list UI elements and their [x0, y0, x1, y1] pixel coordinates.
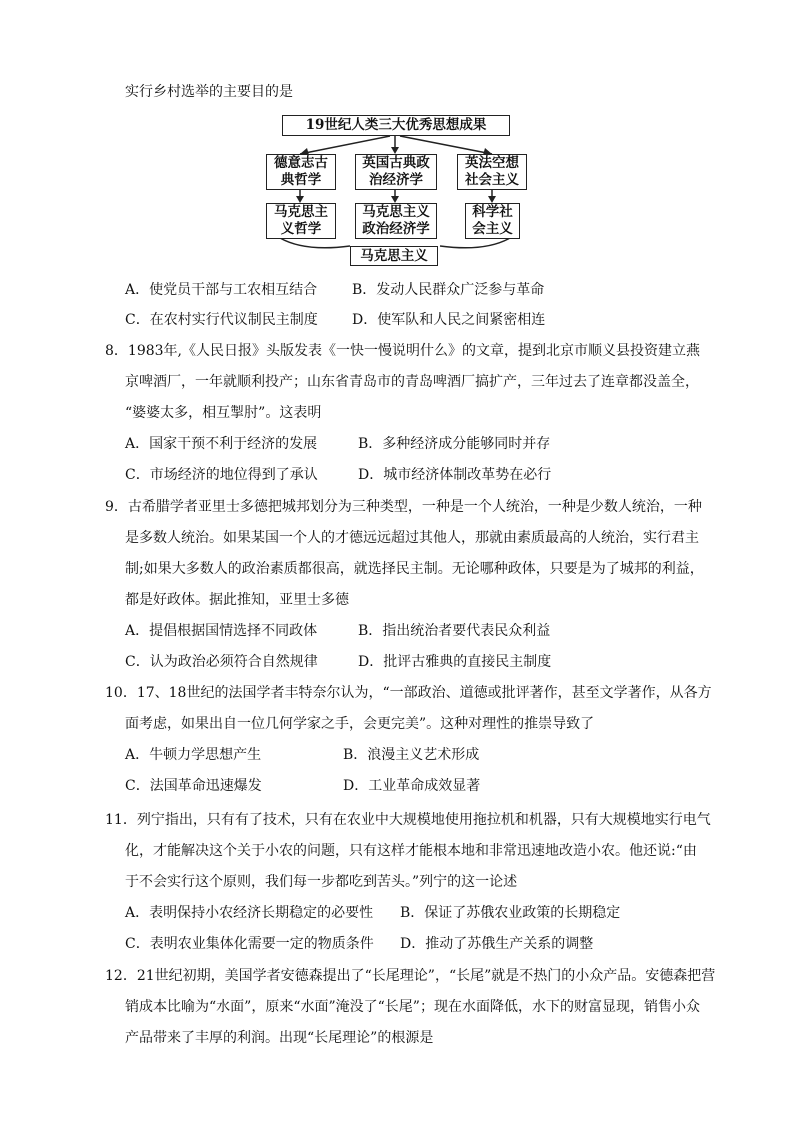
q10-line: 面考虑，如果出自一位几何学家之手，会更完美”。这种对理性的推崇导致了	[125, 716, 595, 732]
diagram-box-marxist-economics	[355, 203, 437, 239]
diagram-box-marxist-philosophy	[266, 203, 336, 239]
q11-option-c: C．表明农业集体化需要一定的物质条件	[125, 936, 374, 952]
diagram-text: 马克思主义	[362, 204, 430, 220]
q10-option-d: D．工业革命成效显著	[343, 778, 481, 794]
q10-line: 10．17、18世纪的法国学者丰特奈尔认为，“一部政治、道德或批评著作，甚至文学著作，从各方	[105, 685, 712, 701]
q11-option-d: D．推动了苏俄生产关系的调整	[400, 936, 594, 952]
q8-option-d: D．城市经济体制改革势在必行	[358, 467, 552, 483]
q7-option-a: A．使党员干部与工农相互结合	[125, 282, 318, 298]
q10-option-a: A．牛顿力学思想产生	[125, 747, 262, 763]
diagram-box-german-philosophy	[266, 154, 336, 190]
q8-option-a: A．国家干预不利于经济的发展	[125, 436, 318, 452]
diagram-text: 义哲学	[280, 221, 322, 237]
q8-option-b: B．多种经济成分能够同时并存	[358, 436, 551, 452]
q8-option-c: C．市场经济的地位得到了承认	[125, 467, 318, 483]
q8-line: “婆婆太多，相互掣肘”。这表明	[125, 405, 322, 421]
q12-line: 12．21世纪初期，美国学者安德森提出了“长尾理论”，“长尾”就是不热门的小众产品。安德森把营	[105, 968, 716, 984]
diagram-text: 马克思主	[274, 204, 328, 220]
diagram-text: 治经济学	[369, 172, 423, 188]
q9-line: 9．古希腊学者亚里士多德把城邦划分为三种类型，一种是一个人统治，一种是少数人统治，一种	[105, 499, 702, 515]
diagram-text: 德意志古	[274, 155, 328, 171]
thought-diagram	[260, 112, 535, 272]
q7-option-d: D．使军队和人民之间紧密相连	[352, 312, 546, 328]
diagram-top-box	[282, 115, 510, 136]
q12-line: 销成本比喻为“水面”，原来“水面”淹没了“长尾”；现在水面降低，水下的财富显现，销售小众	[125, 999, 700, 1015]
diagram-text: 社会主义	[465, 172, 519, 188]
q9-line: 都是好政体。据此推知，亚里士多德	[125, 592, 349, 608]
q11-option-a: A．表明保持小农经济长期稳定的必要性	[125, 905, 374, 921]
q9-option-b: B．指出统治者要代表民众利益	[358, 623, 551, 639]
diagram-text: 典哲学	[280, 172, 322, 188]
q8-line: 京啤酒厂，一年就顺利投产；山东省青岛市的青岛啤酒厂搞扩产，三年过去了连章都没盖全，	[125, 374, 699, 390]
diagram-text: 科学社	[472, 204, 513, 220]
diagram-box-utopian-socialism	[457, 154, 527, 190]
q10-option-c: C．法国革命迅速爆发	[125, 778, 262, 794]
q12-line: 产品带来了丰厚的利润。出现“长尾理论”的根源是	[125, 1030, 434, 1046]
q11-line: 化，才能解决这个关于小农的问题，只有这样才能根本地和非常迅速地改造小农。他还说:“由	[125, 843, 697, 859]
q7-option-b: B．发动人民群众广泛参与革命	[352, 282, 545, 298]
q8-line: 8．1983年,《人民日报》头版发表《一快一慢说明什么》的文章，提到北京市顺义县投资建立燕	[105, 343, 700, 359]
diagram-text: 英国古典政	[362, 155, 430, 171]
q11-line: 11．列宁指出，只有有了技术，只有在农业中大规模地使用拖拉机和机器，只有大规模地实行电气	[105, 812, 711, 828]
q9-option-d: D．批评古雅典的直接民主制度	[358, 654, 552, 670]
q9-line: 是多数人统治。如果某国一个人的才德远远超过其他人，那就由素质最高的人统治，实行君主	[125, 530, 699, 546]
q7-stem: 实行乡村选举的主要目的是	[125, 84, 293, 100]
diagram-text: 政治经济学	[362, 221, 430, 237]
diagram-text: 会主义	[472, 221, 513, 237]
q7-option-c: C．在农村实行代议制民主制度	[125, 312, 318, 328]
q9-line: 制;如果大多数人的政治素质都很高，就选择民主制。无论哪种政体，只要是为了城邦的利益，	[125, 561, 704, 577]
diagram-box-scientific-socialism	[465, 203, 520, 239]
q10-option-b: B．浪漫主义艺术形成	[343, 747, 480, 763]
diagram-top-label: 19世纪人类三大优秀思想成果	[305, 117, 487, 133]
diagram-bottom-label: 马克思主义	[360, 247, 428, 264]
diagram-text: 英法空想	[465, 155, 519, 171]
q9-option-a: A．提倡根据国情选择不同政体	[125, 623, 318, 639]
q9-option-c: C．认为政治必须符合自然规律	[125, 654, 318, 670]
diagram-bottom-box	[350, 246, 438, 266]
q11-line: 于不会实行这个原则，我们每一步都吃到苦头。”列宁的这一论述	[125, 874, 518, 890]
q11-option-b: B．保证了苏俄农业政策的长期稳定	[400, 905, 621, 921]
diagram-box-british-economics	[355, 154, 437, 190]
